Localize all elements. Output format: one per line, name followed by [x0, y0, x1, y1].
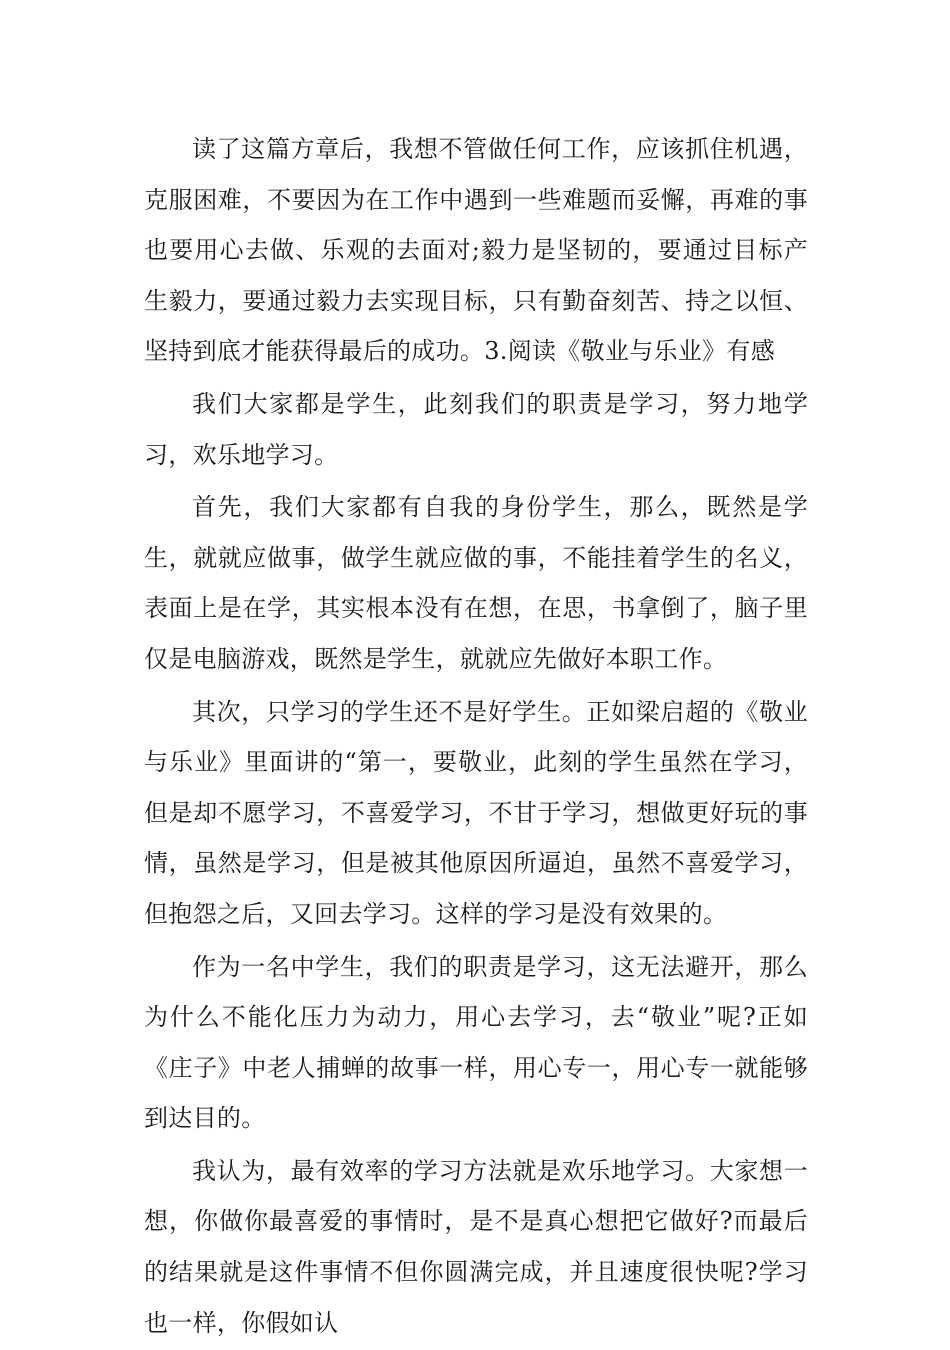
paragraph: 首先，我们大家都有自我的身份学生，那么，既然是学生，就就应做事，做学生就应做的事，不能挂着学生的名义，表面上是在学，其实根本没有在想，在思，书拿倒了，脑子里仅是电脑游戏，既然是学生，就就应先做好本职工作。: [144, 493, 808, 673]
paragraph: 我们大家都是学生，此刻我们的职责是学习，努力地学习，欢乐地学习。: [144, 389, 808, 469]
paragraph: 作为一名中学生，我们的职责是学习，这无法避开，那么为什么不能化压力为动力，用心去学习，去“敬业”呢?正如《庄子》中老人捕蝉的故事一样，用心专一，用心专一就能够到达目的。: [144, 952, 808, 1133]
paragraph: 其次，只学习的学生还不是好学生。正如梁启超的《敬业与乐业》里面讲的“第一，要敬业，此刻的学生虽然在学习，但是却不愿学习，不喜爱学习，不甘于学习，想做更好玩的事情，虽然是学习，但是被其他原因所逼迫，虽然不喜爱学习，但抱怨之后，又回去学习。这样的学习是没有效果的。: [144, 697, 808, 928]
paragraph: 读了这篇方章后，我想不管做任何工作，应该抓住机遇，克服困难，不要因为在工作中遇到一些难题而妥懈，再难的事也要用心去做、乐观的去面对;毅力是坚韧的，要通过目标产生毅力，要通过毅力去实现目标，只有勤奋刻苦、持之以恒、坚持到底才能获得最后的成功。3.阅读《敬业与乐业》有感: [144, 135, 808, 366]
document-body: [144, 124, 808, 1350]
paragraph: 我认为，最有效率的学习方法就是欢乐地学习。大家想一想，你做你最喜爱的事情时，是不是真心想把它做好?而最后的结果就是这件事情不但你圆满完成，并且速度很快呢?学习也一样，你假如认: [144, 1156, 808, 1337]
